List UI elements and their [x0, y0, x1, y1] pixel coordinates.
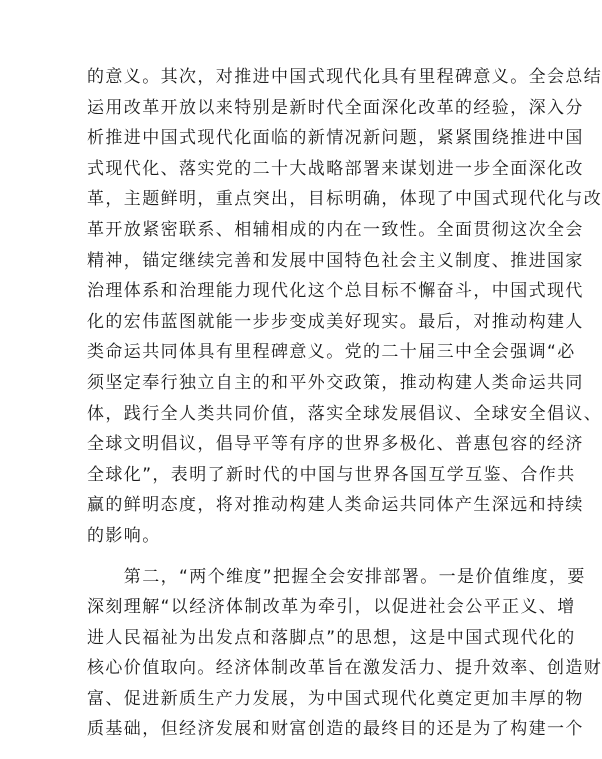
text-line: 质基础，但经济发展和财富创造的最终目的还是为了构建一个 — [87, 719, 584, 740]
text-line: 化的宏伟蓝图就能一步步变成美好现实。最后，对推动构建人 — [87, 311, 584, 332]
text-line: 类命运共同体具有里程碑意义。党的二十届三中全会强调“必 — [87, 342, 576, 363]
text-line: 富、促进新质生产力发展，为中国式现代化奠定更加丰厚的物 — [87, 688, 584, 709]
text-line: 全球化”，表明了新时代的中国与世界各国互学互鉴、合作共 — [87, 464, 576, 485]
text-line: 治理体系和治理能力现代化这个总目标不懈奋斗，中国式现代 — [87, 281, 584, 302]
text-line: 精神，锚定继续完善和发展中国特色社会主义制度、推进国家 — [87, 250, 584, 271]
text-line: 体，践行全人类共同价值，落实全球发展倡议、全球安全倡议、 — [87, 403, 602, 424]
text-line: 深刻理解“以经济体制改革为牵引，以促进社会公平正义、增 — [87, 597, 576, 618]
paragraph-1 — [87, 62, 602, 552]
text-line: 运用改革开放以来特别是新时代全面深化改革的经验，深入分 — [87, 97, 584, 118]
text-line: 析推进中国式现代化面临的新情况新问题，紧紧围绕推进中国 — [87, 128, 584, 149]
text-line: 须坚定奉行独立自主的和平外交政策，推动构建人类命运共同 — [87, 372, 584, 393]
paragraph-2 — [87, 562, 602, 746]
document-page — [87, 62, 602, 745]
text-line: 的意义。其次，对推进中国式现代化具有里程碑意义。全会总结 — [87, 67, 602, 87]
text-line: 革开放紧密联系、相辅相成的内在一致性。全面贯彻这次全会 — [87, 219, 584, 240]
paragraph-gap — [87, 552, 507, 562]
text-line: 全球文明倡议，倡导平等有序的世界多极化、普惠包容的经济 — [87, 434, 584, 455]
text-line: 的影响。 — [87, 525, 161, 546]
text-line: 赢的鲜明态度，将对推动构建人类命运共同体产生深远和持续 — [87, 495, 584, 516]
text-line: 式现代化、落实党的二十大战略部署来谋划进一步全面深化改 — [87, 158, 584, 179]
text-line: 核心价值取向。经济体制改革旨在激发活力、提升效率、创造财 — [87, 658, 602, 679]
text-line: 第二，“两个维度”把握全会安排部署。一是价值维度，要 — [87, 566, 586, 587]
text-line: 革，主题鲜明，重点突出，目标明确，体现了中国式现代化与改 — [87, 189, 602, 210]
text-line: 进人民福祉为出发点和落脚点”的思想，这是中国式现代化的 — [87, 627, 576, 648]
